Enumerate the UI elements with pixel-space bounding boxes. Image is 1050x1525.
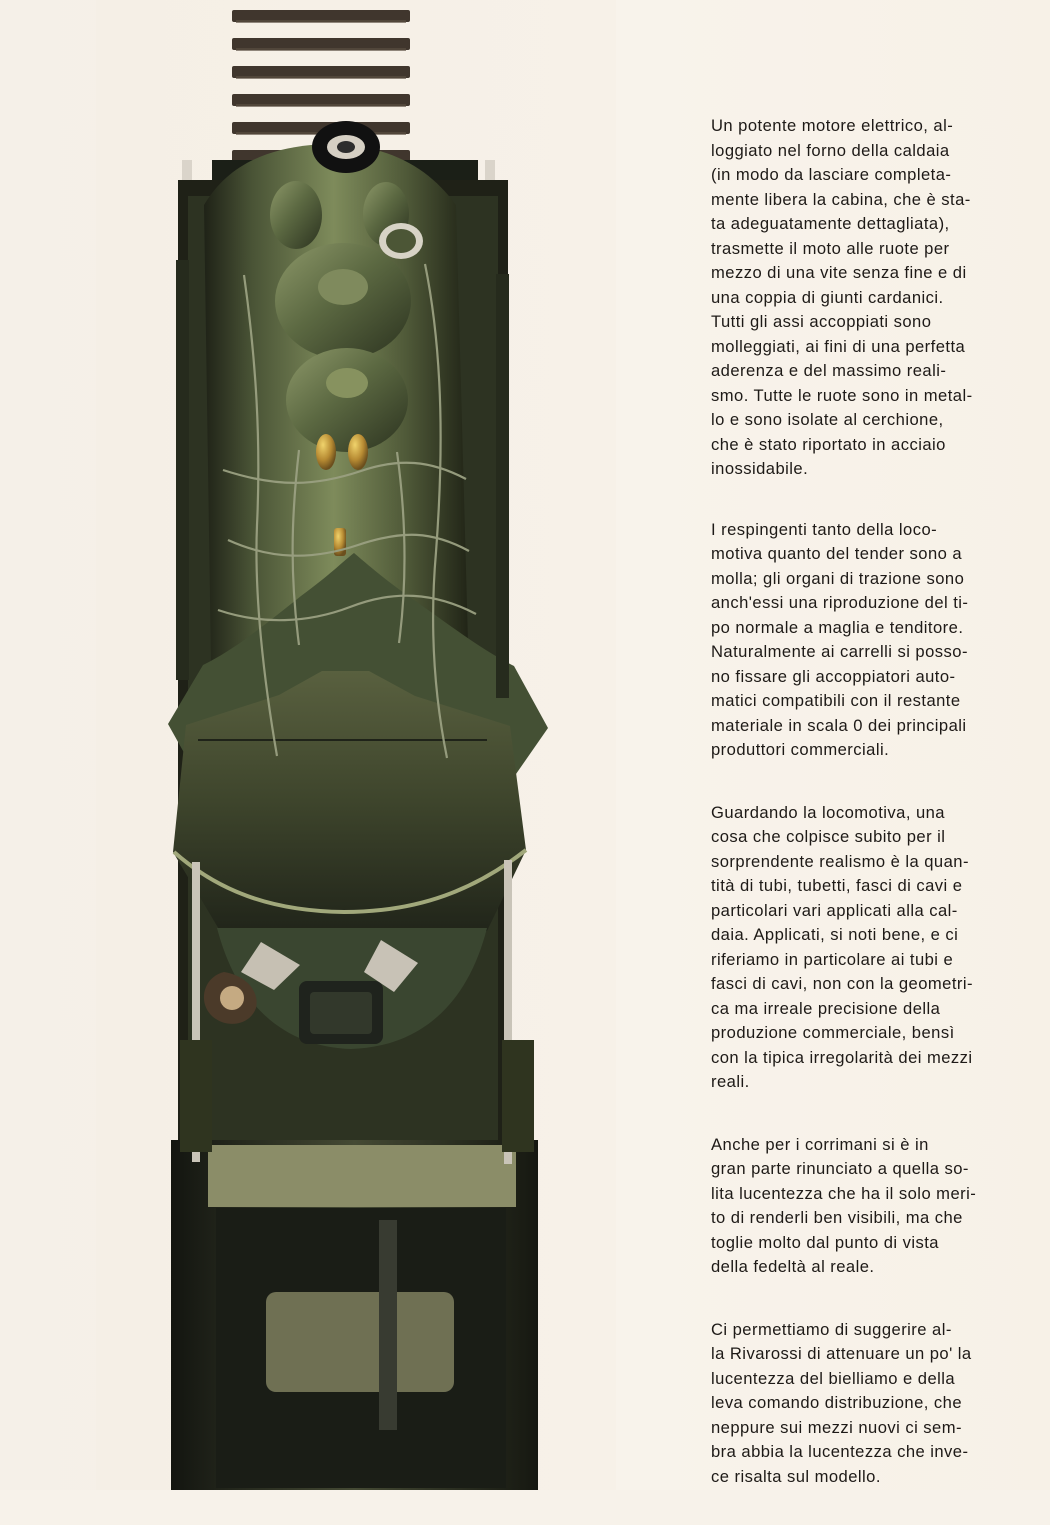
- paragraph-3: Guardando la locomotiva, una cosa che colpisce subito per il sorprendente realismo è la quan- tità di tubi, tubetti, fasci di cavi e particolari vari applicati alla cal- daia. Applicati, si noti bene, e ci riferiamo in particolare ai tubi e fasci di cavi, non con la geometri- ca ma irreale precisione della produzione commerciale, bensì con la tipica irregolarità dei mezzi reali.: [711, 802, 974, 1091]
- paragraph-4: Anche per i corrimani si è in gran parte rinunciato a quella so- lita lucentezza che ha il solo meri- to di renderli ben visibili, ma che toglie molto dal punto di vista della fedeltà al reale.: [711, 1134, 977, 1276]
- paragraph-5: Ci permettiamo di suggerire al- la Rivarossi di attenuare un po' la lucentezza del bielliamo e della leva comando distribuzione, che neppure sui mezzi nuovi ci sem- bra abbia la lucentezza che inve- ce risalta sul modello.: [711, 1319, 972, 1486]
- steam-locomotive-top-view-icon: [96, 0, 616, 1490]
- locomotive-photo: [96, 0, 616, 1490]
- article-text-column: [711, 114, 1007, 1525]
- paragraph-1: Un potente motore elettrico, al- loggiato nel forno della caldaia (in modo da lasciare completa- mente libera la cabina, che è sta- ta adeguatamente dettagliata), trasmette il moto alle ruote per mezzo di una vite senza fine e di una coppia di giunti cardanici. Tutti gli assi accoppiati sono molleggiati, ai fini di una perfetta aderenza e del massimo reali- smo. Tutte le ruote sono in metal- lo e sono isolate al cerchione, che è stato riportato in acciaio inossidabile.: [711, 116, 973, 478]
- paragraph-2: I respingenti tanto della loco- motiva quanto del tender sono a molla; gli organi di trazione sono anch'essi una riproduzione del ti- po normale a maglia e tenditore. Naturalmente ai carrelli si posso- no fissare gli accoppiatori auto- matici compatibili con il restante materiale in scala 0 dei principali produttori commerciali.: [711, 519, 969, 759]
